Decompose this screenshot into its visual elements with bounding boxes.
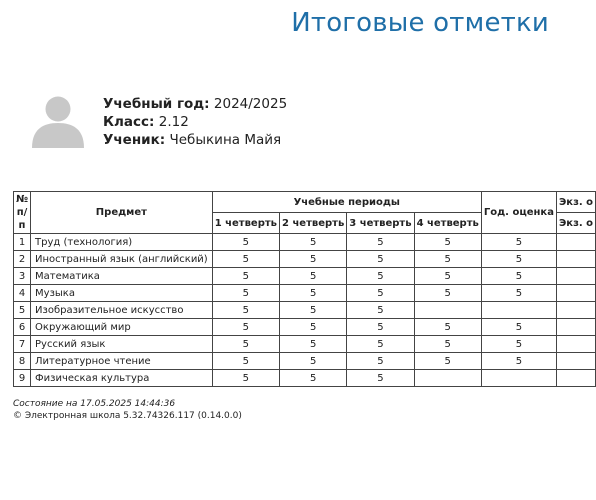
grade-q3: 5 [347, 302, 414, 319]
row-number: 2 [14, 251, 31, 268]
row-number: 7 [14, 336, 31, 353]
grade-q4: 5 [414, 353, 481, 370]
subject-name: Русский язык [31, 336, 213, 353]
row-number: 8 [14, 353, 31, 370]
subject-name: Литературное чтение [31, 353, 213, 370]
grade-q3: 5 [347, 370, 414, 387]
footer [13, 398, 242, 422]
year-value: 2024/2025 [213, 96, 288, 112]
grade-exam [556, 234, 595, 251]
grade-q3: 5 [347, 285, 414, 302]
page-title: Итоговые отметки [291, 8, 549, 38]
col-exam-sub-header: Экз. о [556, 213, 595, 234]
grade-q1: 5 [212, 336, 279, 353]
grade-year: 5 [481, 268, 556, 285]
class-label: Класс: [103, 114, 155, 130]
student-row [103, 131, 287, 149]
avatar [30, 92, 86, 148]
col-subject-header: Предмет [31, 192, 213, 234]
period-header-4: 4 четверть [414, 213, 481, 234]
period-header-1: 1 четверть [212, 213, 279, 234]
grade-q2: 5 [280, 302, 347, 319]
class-value: 2.12 [158, 114, 189, 130]
grade-q4 [414, 370, 481, 387]
col-periods-header: Учебные периоды [212, 192, 481, 213]
grade-q4: 5 [414, 319, 481, 336]
grade-q3: 5 [347, 268, 414, 285]
subject-name: Физическая культура [31, 370, 213, 387]
grade-exam [556, 319, 595, 336]
grade-q1: 5 [212, 234, 279, 251]
grade-q1: 5 [212, 370, 279, 387]
table-row [14, 353, 596, 370]
col-num-header: № п/п [14, 192, 31, 234]
grades-table [13, 191, 596, 387]
year-label: Учебный год: [103, 96, 210, 112]
grade-year: 5 [481, 251, 556, 268]
grade-q4: 5 [414, 336, 481, 353]
grade-q4 [414, 302, 481, 319]
table-row [14, 319, 596, 336]
grade-q2: 5 [280, 336, 347, 353]
state-timestamp: Состояние на 17.05.2025 14:44:36 [13, 399, 176, 409]
grade-q1: 5 [212, 251, 279, 268]
grade-q1: 5 [212, 268, 279, 285]
grade-q1: 5 [212, 353, 279, 370]
grade-q2: 5 [280, 234, 347, 251]
grade-exam [556, 285, 595, 302]
table-row [14, 285, 596, 302]
grade-q4: 5 [414, 234, 481, 251]
grade-year: 5 [481, 319, 556, 336]
table-row [14, 234, 596, 251]
student-value: Чебыкина Майя [169, 132, 282, 148]
grade-q3: 5 [347, 319, 414, 336]
table-row [14, 251, 596, 268]
grade-exam [556, 370, 595, 387]
table-row [14, 370, 596, 387]
grade-q2: 5 [280, 285, 347, 302]
grade-exam [556, 353, 595, 370]
grade-q3: 5 [347, 336, 414, 353]
grade-year: 5 [481, 353, 556, 370]
grade-q3: 5 [347, 251, 414, 268]
grade-year: 5 [481, 336, 556, 353]
user-placeholder-icon [30, 92, 86, 148]
subject-name: Труд (технология) [31, 234, 213, 251]
col-exam-header: Экз. о [556, 192, 595, 213]
row-number: 1 [14, 234, 31, 251]
subject-name: Окружающий мир [31, 319, 213, 336]
grade-year [481, 302, 556, 319]
col-year-header: Год. оценка [481, 192, 556, 234]
grade-q2: 5 [280, 268, 347, 285]
subject-name: Музыка [31, 285, 213, 302]
grade-q1: 5 [212, 319, 279, 336]
period-header-2: 2 четверть [280, 213, 347, 234]
grade-exam [556, 302, 595, 319]
grade-exam [556, 336, 595, 353]
grade-q2: 5 [280, 353, 347, 370]
grade-year: 5 [481, 285, 556, 302]
grade-q2: 5 [280, 319, 347, 336]
grade-q4: 5 [414, 251, 481, 268]
grade-q2: 5 [280, 251, 347, 268]
year-row [103, 95, 287, 113]
grade-q4: 5 [414, 285, 481, 302]
student-info [103, 95, 287, 149]
row-number: 4 [14, 285, 31, 302]
grade-q1: 5 [212, 302, 279, 319]
row-number: 3 [14, 268, 31, 285]
subject-name: Иностранный язык (английский) [31, 251, 213, 268]
table-row [14, 302, 596, 319]
table-row [14, 268, 596, 285]
row-number: 9 [14, 370, 31, 387]
grade-q3: 5 [347, 234, 414, 251]
grade-exam [556, 268, 595, 285]
grade-q1: 5 [212, 285, 279, 302]
student-label: Ученик: [103, 132, 166, 148]
row-number: 5 [14, 302, 31, 319]
period-header-3: 3 четверть [347, 213, 414, 234]
subject-name: Математика [31, 268, 213, 285]
class-row [103, 113, 287, 131]
table-row [14, 336, 596, 353]
grade-q3: 5 [347, 353, 414, 370]
grade-q2: 5 [280, 370, 347, 387]
grade-year: 5 [481, 234, 556, 251]
subject-name: Изобразительное искусство [31, 302, 213, 319]
row-number: 6 [14, 319, 31, 336]
grade-exam [556, 251, 595, 268]
grade-q4: 5 [414, 268, 481, 285]
grade-year [481, 370, 556, 387]
version-info: © Электронная школа 5.32.74326.117 (0.14.0.0) [13, 411, 242, 421]
